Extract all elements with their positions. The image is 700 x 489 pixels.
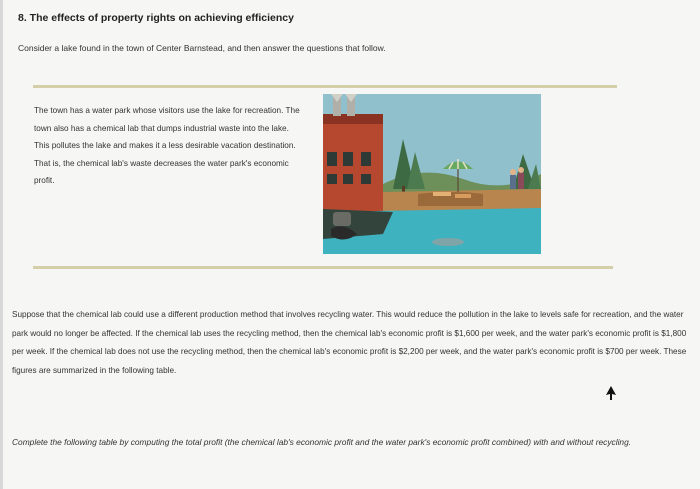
instruction-text: Complete the following table by computing the total profit (the chemical lab's economic profit and the water park's economic profit combined) with and without recycling. xyxy=(12,437,632,447)
debris xyxy=(432,238,464,246)
top-divider xyxy=(33,85,617,88)
question-title: 8. The effects of property rights on achieving efficiency xyxy=(18,12,294,24)
page-left-border xyxy=(0,0,3,489)
question-intro: Consider a lake found in the town of Center Barnstead, and then answer the questions that follow. xyxy=(18,43,386,53)
story-text: The town has a water park whose visitors use the lake for recreation. The town also has a chemical lab that dumps industrial waste into the lake. This pollutes the lake and makes it a less desirable vacation destination. That is, the chemical lab's waste decreases the water park's economic profit. xyxy=(34,106,300,185)
deck-chair xyxy=(433,192,451,196)
mouse-cursor-icon xyxy=(606,386,616,400)
deck-chair xyxy=(455,194,471,198)
bottom-divider xyxy=(33,266,613,269)
lake-scene-illustration xyxy=(323,94,541,254)
scenario-text: Suppose that the chemical lab could use a different production method that involves recycling water. This would reduce the pollution in the lake to levels safe for recreation, and the water park would no longer be affected. If the chemical lab uses the recycling method, then the chemical lab's economic profit is $1,600 per week, and the water park's economic profit is $1,800 per week. If the chemical lab does not use the recycling method, then the chemical lab's economic profit is $2,200 per week, and the water park's economic profit is $700 per week. These figures are summarized in the following table. xyxy=(12,310,687,375)
